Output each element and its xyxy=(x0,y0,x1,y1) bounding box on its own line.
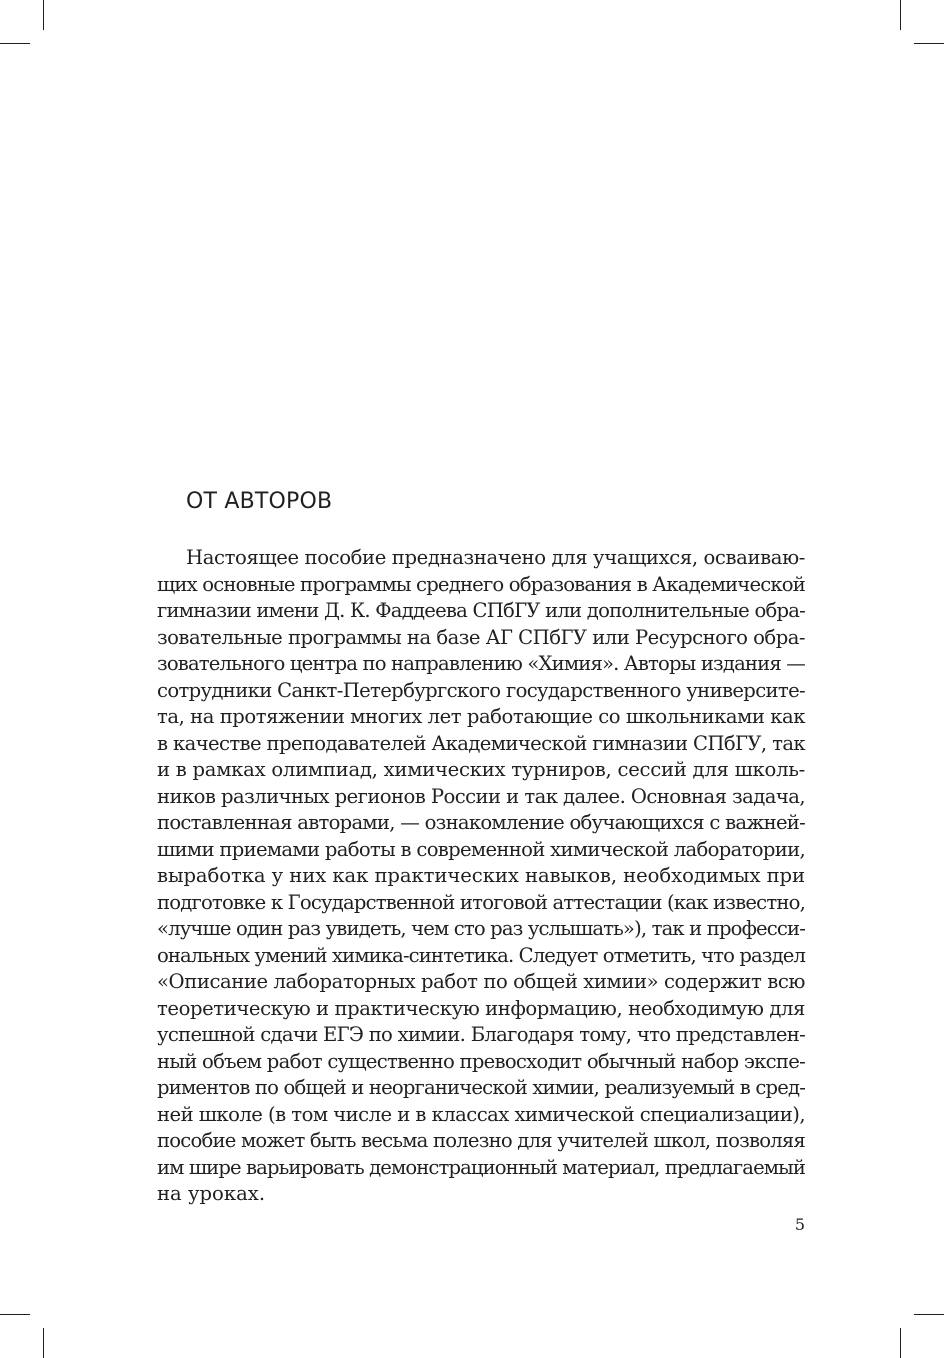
paragraph-line: щих основные программы среднего образования в Академической xyxy=(157,572,806,596)
paragraph-line: Настоящее пособие предназначено для учащихся, осваиваю- xyxy=(186,546,805,569)
paragraph-line: «Описание лабораторных работ по общей химии» содержит всю xyxy=(157,970,806,993)
paragraph-line: поставленная авторами, — ознакомление обучающихся с важней- xyxy=(157,811,806,834)
paragraph-line: зовательные программы на базе АГ СПбГУ или Ресурсного обра- xyxy=(157,625,805,649)
paragraph-line: на уроках. xyxy=(157,1182,266,1205)
paragraph-line: ональных умений химика-синтетика. Следует отметить, что раздел xyxy=(157,943,805,967)
paragraph-line: и в рамках олимпиад, химических турниров, сессий для школь- xyxy=(157,758,806,781)
crop-mark-bottom-right-horizontal xyxy=(914,1314,944,1315)
paragraph-line: им шире варьировать демонстрационный материал, предлагаемый xyxy=(157,1155,805,1179)
crop-mark-top-right-vertical xyxy=(900,0,901,30)
crop-mark-bottom-left-vertical xyxy=(43,1328,44,1358)
paragraph-line: риментов по общей и неорганической химии, реализуемый в сред- xyxy=(157,1076,805,1099)
paragraph-line: сотрудники Санкт-Петербургского государственного университе- xyxy=(157,678,805,702)
paragraph-line: ней школе (в том числе и в классах химической специализации), xyxy=(157,1102,806,1126)
paragraph-line: в качестве преподавателей Академической гимназии СПбГУ, так xyxy=(157,731,806,755)
crop-mark-top-right-horizontal xyxy=(914,43,944,44)
paragraph-line: ный объем работ существенно превосходит обычный набор экспе- xyxy=(157,1049,805,1073)
paragraph-line: шими приемами работы в современной химической лаборатории, xyxy=(157,837,806,861)
crop-mark-bottom-right-vertical xyxy=(900,1328,901,1358)
paragraph-line: пособие может быть весьма полезно для учителей школ, позволяя xyxy=(157,1129,805,1152)
paragraph-line: ников различных регионов России и так далее. Основная задача, xyxy=(157,784,806,808)
paragraph-line: теоретическую и практическую информацию, необходимую для xyxy=(157,996,806,1020)
page-number: 5 xyxy=(794,1215,805,1234)
section-title: ОТ АВТОРОВ xyxy=(186,489,333,514)
crop-mark-top-left-vertical xyxy=(43,0,44,30)
paragraph-line: «лучше один раз увидеть, чем сто раз услышать»), так и професси- xyxy=(157,917,805,940)
paragraph-line: гимназии имени Д. К. Фаддеева СПбГУ или дополнительные обра- xyxy=(157,599,806,622)
paragraph-line: зовательного центра по направлению «Химия». Авторы издания — xyxy=(157,652,805,675)
paragraph-line: та, на протяжении многих лет работающие со школьниками как xyxy=(157,705,805,728)
body-paragraph xyxy=(157,545,805,1208)
crop-mark-bottom-left-horizontal xyxy=(0,1314,30,1315)
paragraph-line: выработка у них как практических навыков, необходимых при xyxy=(157,864,805,887)
paragraph-line: успешной сдачи ЕГЭ по химии. Благодаря тому, что представлен- xyxy=(157,1023,806,1046)
paragraph-line: подготовке к Государственной итоговой аттестации (как известно, xyxy=(157,890,806,914)
crop-mark-top-left-horizontal xyxy=(0,43,30,44)
